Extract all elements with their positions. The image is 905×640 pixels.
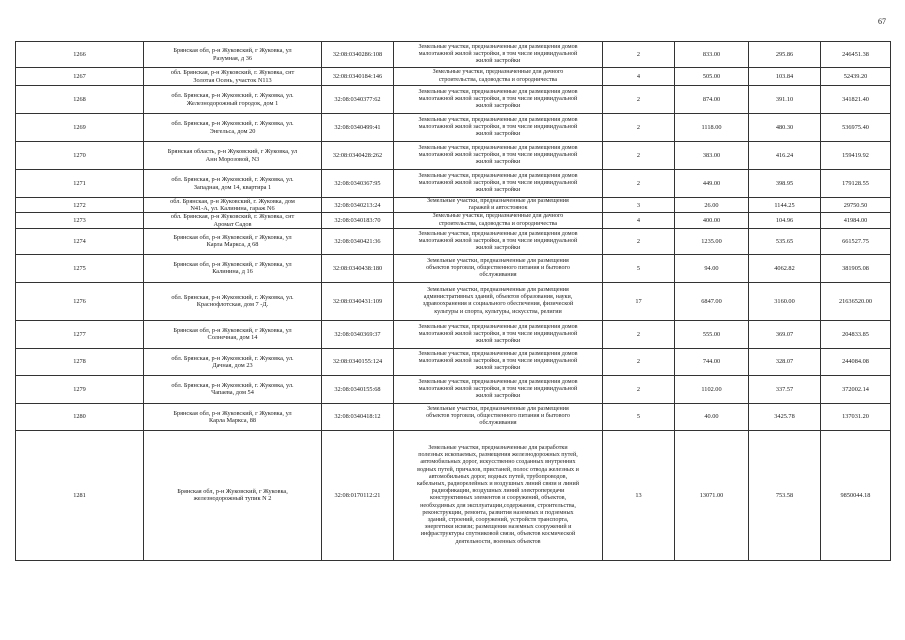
- area-cell: 744.00: [675, 348, 749, 375]
- address-cell: обл. Брянская, р-н Жуковский, г. Жуковка, дом N41-А, ул. Калинина, гараж N6: [144, 198, 322, 213]
- cadastral-value-cell: 41984.00: [821, 213, 891, 228]
- land-use-purpose-cell: Земельные участки, предназначенные для размещения домов малоэтажной жилой застройки, в том числе индивидуальной жилой застройки: [394, 228, 603, 254]
- address-cell: обл. Брянская, р-н Жуковский, г. Жуковка, ул. Дачная, дом 23: [144, 348, 322, 375]
- land-use-purpose-cell: Земельные участки, предназначенные для размещения объектов торговли, общественного питания и бытового обслуживания: [394, 403, 603, 430]
- address-cell: обл. Брянская, р-н Жуковский, г. Жуковка, ул. Краснофлотская, дом 7 -Д.: [144, 282, 322, 320]
- row-number-cell: 1266: [16, 42, 144, 68]
- group-number-cell: 13: [603, 430, 675, 560]
- cadastral-number-cell: 32:08:0340421:36: [322, 228, 394, 254]
- area-cell: 833.00: [675, 42, 749, 68]
- address-cell: обл. Брянская, р-н Жуковский, г. Жуковка, снт Аромат Садов: [144, 213, 322, 228]
- group-number-cell: 2: [603, 348, 675, 375]
- group-number-cell: 5: [603, 254, 675, 282]
- table-row: [16, 375, 891, 403]
- address-cell: обл. Брянская, р-н Жуковский, г. Жуковка, ул. Западная, дом 14, квартира 1: [144, 170, 322, 198]
- land-use-purpose-cell: Земельные участки, предназначенные для размещения домов малоэтажной жилой застройки, в том числе индивидуальной жилой застройки: [394, 142, 603, 170]
- area-cell: 449.00: [675, 170, 749, 198]
- group-number-cell: 2: [603, 228, 675, 254]
- page-number: 67: [878, 17, 886, 26]
- group-number-cell: 2: [603, 170, 675, 198]
- specific-value-cell: 104.96: [749, 213, 821, 228]
- area-cell: 400.00: [675, 213, 749, 228]
- row-number-cell: 1281: [16, 430, 144, 560]
- land-use-purpose-cell: Земельные участки, предназначенные для размещения домов малоэтажной жилой застройки, в том числе индивидуальной жилой застройки: [394, 170, 603, 198]
- specific-value-cell: 1144.25: [749, 198, 821, 213]
- specific-value-cell: 391.10: [749, 86, 821, 114]
- land-use-purpose-cell: Земельные участки, предназначенные для размещения гаражей и автостоянок: [394, 198, 603, 213]
- cadastral-value-cell: 661527.75: [821, 228, 891, 254]
- land-use-purpose-cell: Земельные участки, предназначенные для дачного строительства, садоводства и огородничества: [394, 68, 603, 86]
- table-row: [16, 198, 891, 213]
- table-row: [16, 430, 891, 560]
- address-cell: Брянская обл, р-н Жуковский, г Жуковка, ул Карла Маркса, 88: [144, 403, 322, 430]
- table-row: [16, 42, 891, 68]
- cadastral-number-cell: 32:08:0340431:109: [322, 282, 394, 320]
- specific-value-cell: 3425.78: [749, 403, 821, 430]
- cadastral-value-cell: 179128.55: [821, 170, 891, 198]
- row-number-cell: 1274: [16, 228, 144, 254]
- specific-value-cell: 480.30: [749, 114, 821, 142]
- cadastral-value-cell: 536975.40: [821, 114, 891, 142]
- cadastral-value-cell: 52439.20: [821, 68, 891, 86]
- land-use-purpose-cell: Земельные участки, предназначенные для размещения домов малоэтажной жилой застройки, в том числе индивидуальной жилой застройки: [394, 348, 603, 375]
- table-row: [16, 348, 891, 375]
- row-number-cell: 1273: [16, 213, 144, 228]
- row-number-cell: 1271: [16, 170, 144, 198]
- table-row: [16, 213, 891, 228]
- cadastral-number-cell: 32:08:0340428:262: [322, 142, 394, 170]
- cadastral-value-table: [15, 41, 891, 561]
- cadastral-value-cell: 372002.14: [821, 375, 891, 403]
- table-row: [16, 170, 891, 198]
- row-number-cell: 1268: [16, 86, 144, 114]
- row-number-cell: 1270: [16, 142, 144, 170]
- specific-value-cell: 337.57: [749, 375, 821, 403]
- cadastral-value-cell: 244084.08: [821, 348, 891, 375]
- cadastral-value-cell: 29750.50: [821, 198, 891, 213]
- address-cell: обл. Брянская, р-н Жуковский, г. Жуковка, ул. Железнодорожный городок, дом 1: [144, 86, 322, 114]
- cadastral-value-cell: 9850044.18: [821, 430, 891, 560]
- area-cell: 505.00: [675, 68, 749, 86]
- cadastral-value-cell: 204833.85: [821, 320, 891, 348]
- specific-value-cell: 416.24: [749, 142, 821, 170]
- cadastral-number-cell: 32:08:0170112:21: [322, 430, 394, 560]
- land-use-purpose-cell: Земельные участки, предназначенные для разработки полезных ископаемых, размещения железнодорожных путей, автомобильных дорог, искусственно созданных внутренних водных путей, причалов, пристаней, полос отвода железных и автомобильных дорог, водных путей, трубопроводов, кабельных, радиорелейных и воздушных линий связи и линий радиофикации, воздушных линий электропередачи конструктивных элементов и сооружений, объектов, необходимых для эксплуатации,содержания, строительства, реконструкции, ремонта, развития наземных и подземных зданий, строений, сооружений, устройств транспорта, энергетики исвязи; размещения наземных сооружений и инфраструктуры спутниковой связи, объектов космической деятельности, военных объектов: [394, 430, 603, 560]
- row-number-cell: 1272: [16, 198, 144, 213]
- group-number-cell: 2: [603, 320, 675, 348]
- row-number-cell: 1280: [16, 403, 144, 430]
- specific-value-cell: 398.95: [749, 170, 821, 198]
- row-number-cell: 1278: [16, 348, 144, 375]
- cadastral-number-cell: 32:08:0340286:108: [322, 42, 394, 68]
- group-number-cell: 2: [603, 42, 675, 68]
- address-cell: Брянская обл, р-н Жуковский, г Жуковка, ул Разумная, д 36: [144, 42, 322, 68]
- cadastral-number-cell: 32:08:0340213:24: [322, 198, 394, 213]
- cadastral-number-cell: 32:08:0340369:37: [322, 320, 394, 348]
- table-row: [16, 282, 891, 320]
- specific-value-cell: 3160.00: [749, 282, 821, 320]
- group-number-cell: 2: [603, 86, 675, 114]
- address-cell: обл. Брянская, р-н Жуковский, г. Жуковка, ул. Энгельса, дом 20: [144, 114, 322, 142]
- group-number-cell: 5: [603, 403, 675, 430]
- land-use-purpose-cell: Земельные участки, предназначенные для размещения домов малоэтажной жилой застройки, в том числе индивидуальной жилой застройки: [394, 320, 603, 348]
- specific-value-cell: 4062.82: [749, 254, 821, 282]
- specific-value-cell: 295.86: [749, 42, 821, 68]
- address-cell: Брянская обл, р-н Жуковский, г Жуковка, ул Карла Маркса, д 68: [144, 228, 322, 254]
- area-cell: 874.00: [675, 86, 749, 114]
- group-number-cell: 2: [603, 114, 675, 142]
- area-cell: 6847.00: [675, 282, 749, 320]
- row-number-cell: 1275: [16, 254, 144, 282]
- land-use-purpose-cell: Земельные участки, предназначенные для дачного строительства, садоводства и огородничества: [394, 213, 603, 228]
- specific-value-cell: 535.65: [749, 228, 821, 254]
- table-body: [16, 42, 891, 561]
- specific-value-cell: 369.07: [749, 320, 821, 348]
- row-number-cell: 1279: [16, 375, 144, 403]
- land-use-purpose-cell: Земельные участки, предназначенные для размещения административных зданий, объектов образования, науки, здравоохранения и социального обеспечения, физической культуры и спорта, культуры, искусства, религии: [394, 282, 603, 320]
- cadastral-number-cell: 32:08:0340155:68: [322, 375, 394, 403]
- row-number-cell: 1267: [16, 68, 144, 86]
- cadastral-number-cell: 32:08:0340184:146: [322, 68, 394, 86]
- row-number-cell: 1277: [16, 320, 144, 348]
- area-cell: 1118.00: [675, 114, 749, 142]
- cadastral-value-cell: 381905.08: [821, 254, 891, 282]
- address-cell: обл. Брянская, р-н Жуковский, г. Жуковка, ул. Чапаева, дом 54: [144, 375, 322, 403]
- table-row: [16, 142, 891, 170]
- cadastral-number-cell: 32:08:0340183:70: [322, 213, 394, 228]
- area-cell: 94.00: [675, 254, 749, 282]
- area-cell: 383.00: [675, 142, 749, 170]
- row-number-cell: 1269: [16, 114, 144, 142]
- area-cell: 555.00: [675, 320, 749, 348]
- table-row: [16, 403, 891, 430]
- address-cell: обл. Брянская, р-н Жуковский, г. Жуковка, снт Золотая Осень, участок N113: [144, 68, 322, 86]
- land-use-purpose-cell: Земельные участки, предназначенные для размещения объектов торговли, общественного питания и бытового обслуживания: [394, 254, 603, 282]
- cadastral-number-cell: 32:08:0340438:180: [322, 254, 394, 282]
- cadastral-number-cell: 32:08:0340155:124: [322, 348, 394, 375]
- land-use-purpose-cell: Земельные участки, предназначенные для размещения домов малоэтажной жилой застройки, в том числе индивидуальной жилой застройки: [394, 42, 603, 68]
- cadastral-value-cell: 246451.38: [821, 42, 891, 68]
- group-number-cell: 2: [603, 142, 675, 170]
- cadastral-number-cell: 32:08:0340499:41: [322, 114, 394, 142]
- land-use-purpose-cell: Земельные участки, предназначенные для размещения домов малоэтажной жилой застройки, в том числе индивидуальной жилой застройки: [394, 375, 603, 403]
- land-use-purpose-cell: Земельные участки, предназначенные для размещения домов малоэтажной жилой застройки, в том числе индивидуальной жилой застройки: [394, 114, 603, 142]
- cadastral-number-cell: 32:08:0340377:62: [322, 86, 394, 114]
- table-row: [16, 228, 891, 254]
- area-cell: 40.00: [675, 403, 749, 430]
- group-number-cell: 4: [603, 68, 675, 86]
- group-number-cell: 17: [603, 282, 675, 320]
- cadastral-value-cell: 21636520.00: [821, 282, 891, 320]
- table-row: [16, 86, 891, 114]
- table-row: [16, 68, 891, 86]
- area-cell: 26.00: [675, 198, 749, 213]
- group-number-cell: 4: [603, 213, 675, 228]
- cadastral-value-cell: 137031.20: [821, 403, 891, 430]
- table-row: [16, 114, 891, 142]
- row-number-cell: 1276: [16, 282, 144, 320]
- specific-value-cell: 328.07: [749, 348, 821, 375]
- address-cell: Брянская обл, р-н Жуковский, г Жуковка, железнодорожный тупик N 2: [144, 430, 322, 560]
- area-cell: 13071.00: [675, 430, 749, 560]
- cadastral-number-cell: 32:08:0340418:12: [322, 403, 394, 430]
- cadastral-value-cell: 341821.40: [821, 86, 891, 114]
- specific-value-cell: 753.58: [749, 430, 821, 560]
- specific-value-cell: 103.84: [749, 68, 821, 86]
- address-cell: Брянская обл, р-н Жуковский, г Жуковка, ул Солнечная, дом 14: [144, 320, 322, 348]
- group-number-cell: 3: [603, 198, 675, 213]
- land-use-purpose-cell: Земельные участки, предназначенные для размещения домов малоэтажной жилой застройки, в том числе индивидуальной жилой застройки: [394, 86, 603, 114]
- cadastral-value-cell: 159419.92: [821, 142, 891, 170]
- table-row: [16, 254, 891, 282]
- cadastral-number-cell: 32:08:0340367:95: [322, 170, 394, 198]
- address-cell: Брянская обл, р-н Жуковский, г Жуковка, ул Калинина, д 16: [144, 254, 322, 282]
- area-cell: 1235.00: [675, 228, 749, 254]
- area-cell: 1102.00: [675, 375, 749, 403]
- table-row: [16, 320, 891, 348]
- address-cell: Брянская область, р-н Жуковский, г Жуковка, ул Анн Морозовой, N3: [144, 142, 322, 170]
- group-number-cell: 2: [603, 375, 675, 403]
